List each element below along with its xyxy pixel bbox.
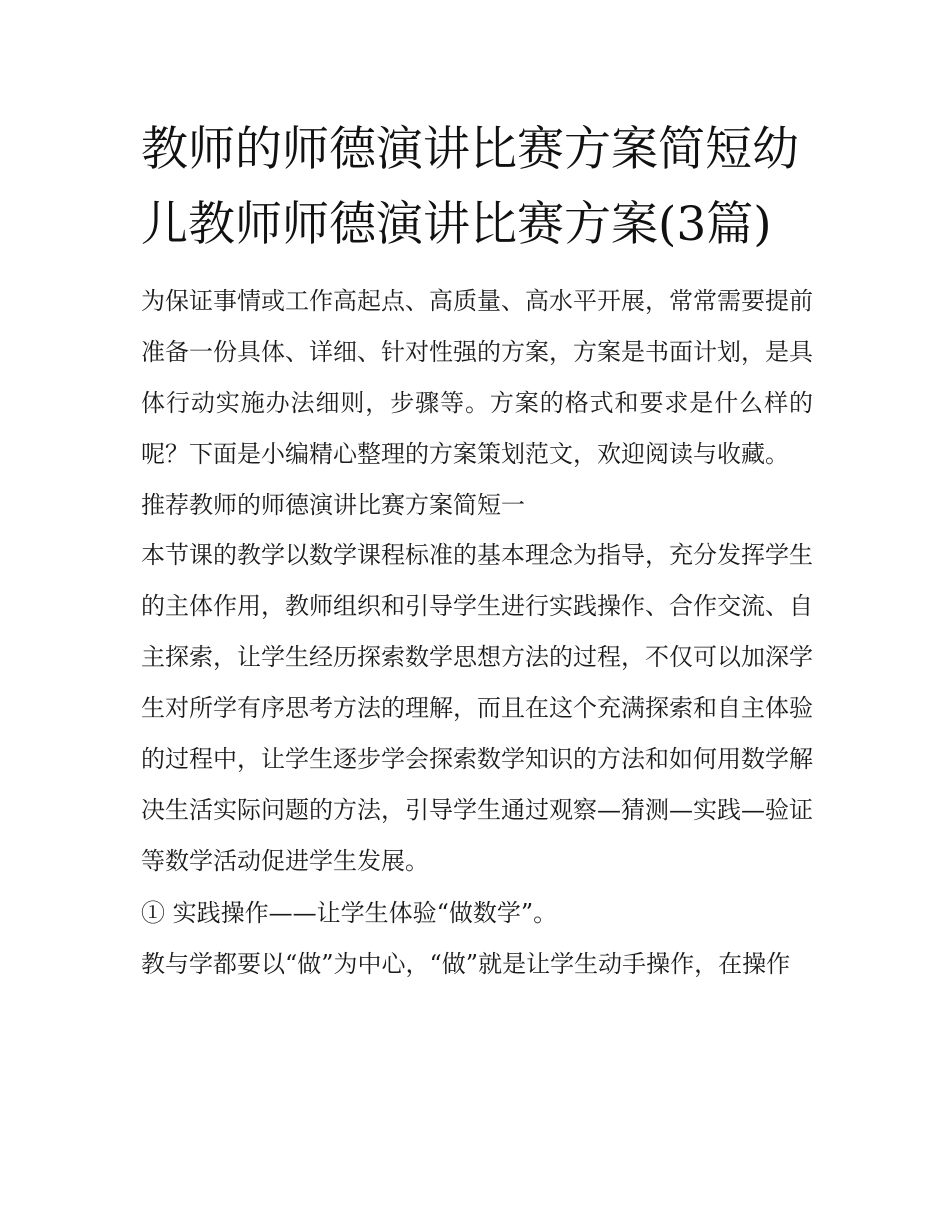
intro-paragraph: 为保证事情或工作高起点、高质量、高水平开展，常常需要提前准备一份具体、详细、针对性强的方案，方案是书面计划，是具体行动实施办法细则，步骤等。方案的格式和要求是什么样的呢？下面是小编精心整理的方案策划范文，欢迎阅读与收藏。 bbox=[141, 287, 813, 468]
document-title: 教师的师德演讲比赛方案简短幼儿教师师德演讲比赛方案(3篇) bbox=[141, 122, 799, 252]
document-page bbox=[141, 112, 813, 990]
body-paragraph: 本节课的教学以数学课程标准的基本理念为指导，充分发挥学生的主体作用，教师组织和引导学生进行实践操作、合作交流、自主探索，让学生经历探索数学思想方法的过程，不仅可以加深学生对所学有序思考方法的理解，而且在这个充满探索和自主体验的过程中，让学生逐步学会探索数学知识的方法和如何用数学解决生活实际问题的方法，引导学生通过观察—猜测—实践—验证等数学活动促进学生发展。 bbox=[141, 541, 813, 875]
body-paragraph: 教与学都要以“做”为中心，“做”就是让学生动手操作，在操作 bbox=[141, 950, 791, 978]
list-item: ① 实践操作——让学生体验“做数学”。 bbox=[141, 899, 558, 927]
section-heading: 推荐教师的师德演讲比赛方案简短一 bbox=[141, 491, 525, 519]
document-body bbox=[141, 276, 813, 990]
